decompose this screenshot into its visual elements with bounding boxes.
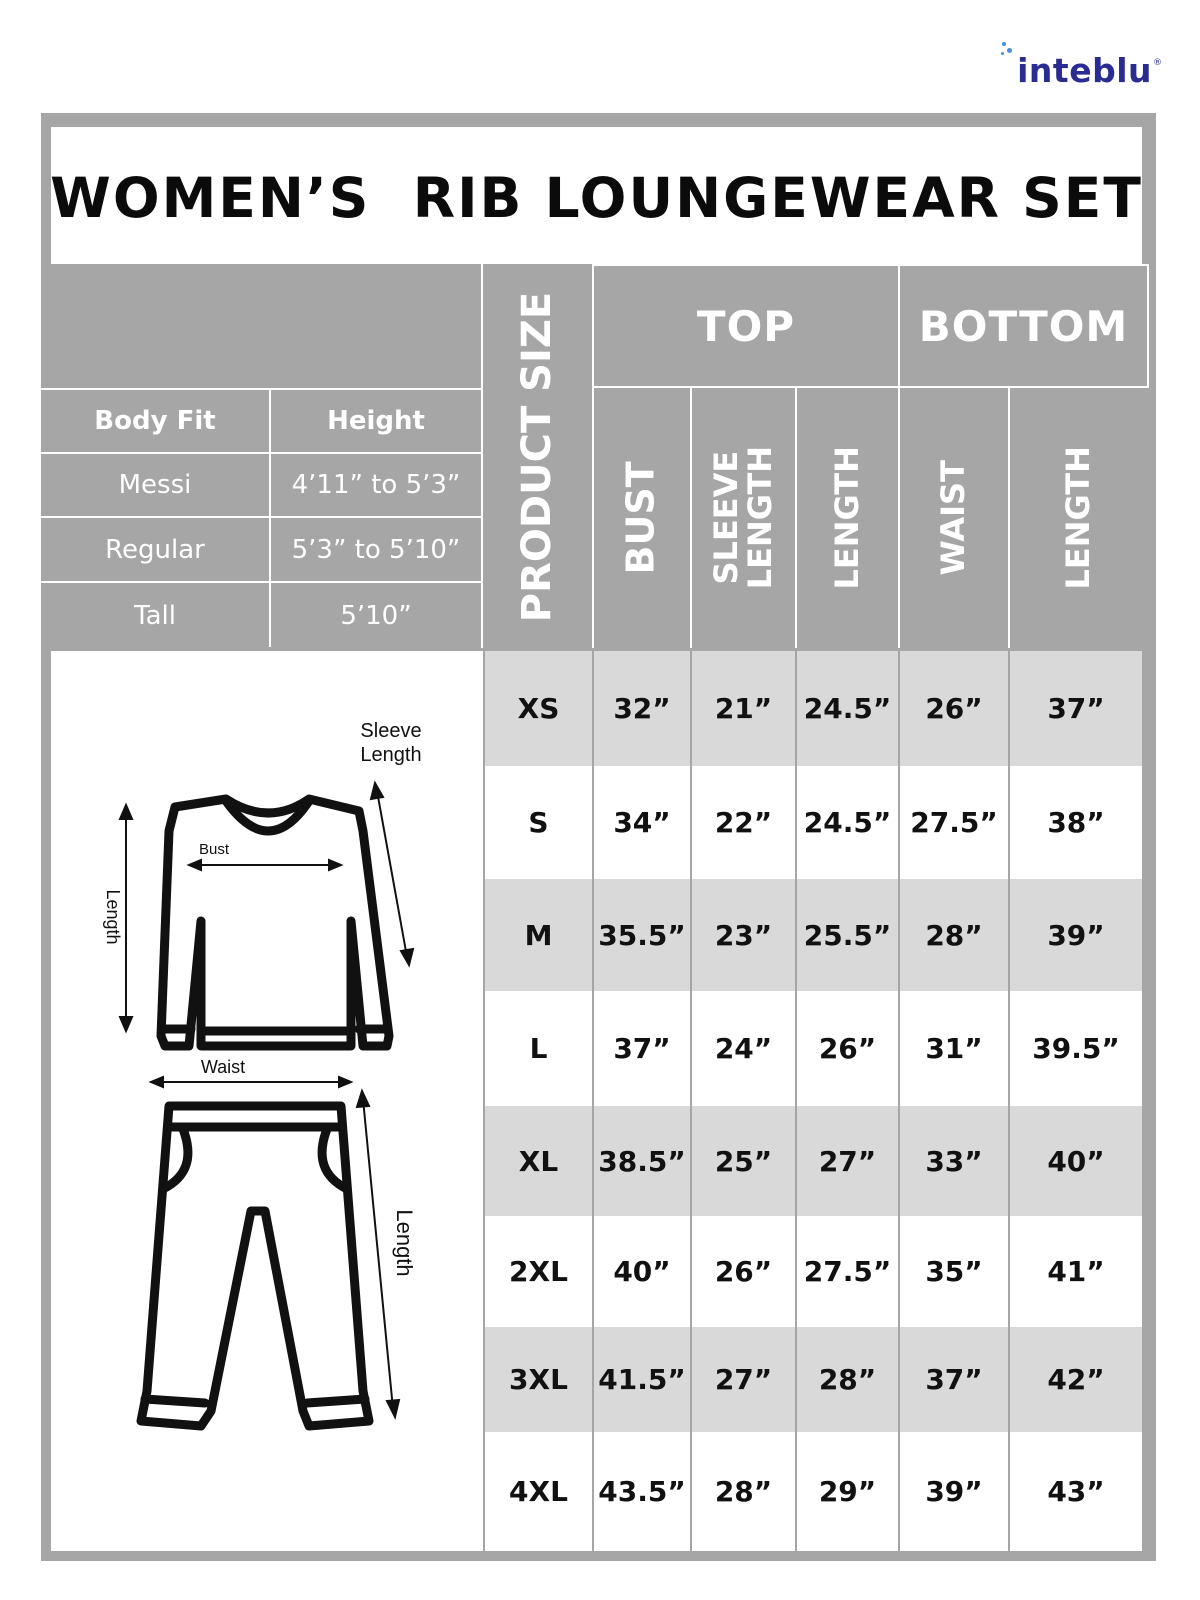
- table-cell: 37”: [925, 1363, 983, 1396]
- brand-logo: [999, 40, 1162, 90]
- height-header: Height: [327, 406, 425, 436]
- table-cell: 38”: [1047, 806, 1105, 839]
- fit-height-tall: 5’10”: [340, 600, 412, 631]
- garment-illustration: [51, 651, 483, 1551]
- brand-name: inteblu: [1017, 51, 1152, 90]
- table-cell: 34”: [613, 806, 671, 839]
- table-cell: 26”: [925, 692, 983, 725]
- table-cell: 25.5”: [803, 918, 892, 952]
- table-cell: 35”: [925, 1255, 983, 1288]
- sleeve-length-arrow: [377, 791, 407, 957]
- body-fit-header: Body Fit: [94, 406, 216, 436]
- table-cell: S: [528, 806, 549, 839]
- table-cell: 4XL: [509, 1475, 568, 1508]
- fit-height-regular: 5’3” to 5’10”: [291, 534, 461, 565]
- table-cell: 27.5”: [910, 806, 998, 839]
- size-grid: [485, 651, 1142, 1551]
- garment-diagram: [51, 651, 483, 1551]
- title-box: [51, 127, 1142, 264]
- waist-column-header: WAIST: [934, 460, 973, 576]
- fit-height-messi: 4’11” to 5’3”: [291, 470, 461, 500]
- table-cell: 38.5”: [598, 1144, 686, 1178]
- table-cell: 41.5”: [598, 1363, 686, 1396]
- table-cell: 27”: [818, 1144, 877, 1178]
- table-cell: 24”: [714, 1032, 773, 1065]
- pants-outline: [141, 1106, 369, 1426]
- table-cell: 43”: [1047, 1475, 1105, 1508]
- table-cell: 22”: [714, 806, 773, 839]
- table-cell: 26”: [714, 1255, 773, 1288]
- bottom-length-column-header: LENGTH: [1058, 446, 1097, 590]
- table-row: [485, 1106, 1142, 1216]
- table-cell: 3XL: [509, 1363, 568, 1396]
- sleeve-label-line1: Sleeve: [360, 720, 422, 742]
- table-cell: 2XL: [509, 1255, 568, 1288]
- table-cell: 21”: [714, 692, 773, 725]
- table-cell: 33”: [925, 1144, 983, 1178]
- table-cell: 24.5”: [803, 806, 892, 839]
- fit-name-regular: Regular: [105, 534, 205, 565]
- left-pant-cuff: [145, 1399, 205, 1403]
- table-row: [485, 879, 1142, 991]
- table-cell: 39”: [1047, 918, 1105, 952]
- table-cell: 24.5”: [803, 692, 892, 725]
- table-cell: 27”: [714, 1363, 773, 1396]
- table-cell: 40”: [613, 1255, 671, 1288]
- table-cell: XS: [517, 692, 560, 725]
- table-row: [485, 1327, 1142, 1432]
- divider: [1147, 264, 1149, 388]
- table-row: [485, 1216, 1142, 1327]
- top-length-column-header: LENGTH: [827, 446, 866, 590]
- sweatshirt-outline: [161, 799, 389, 1046]
- divider: [690, 651, 692, 1551]
- table-cell: 28”: [925, 918, 983, 952]
- table-cell: 28”: [714, 1475, 773, 1508]
- table-cell: XL: [518, 1144, 559, 1178]
- product-size-header: PRODUCT SIZE: [514, 291, 561, 623]
- logo-dots-icon: [999, 40, 1017, 70]
- bottom-length-arrow: [363, 1099, 393, 1409]
- table-cell: 26”: [818, 1032, 877, 1065]
- table-cell: 25”: [714, 1144, 773, 1178]
- table-cell: 29”: [818, 1475, 877, 1508]
- table-row: [485, 766, 1142, 879]
- page-title: WOMEN’S RIB LOUNGEWEAR SET: [50, 165, 1143, 230]
- top-length-label: Length: [103, 889, 123, 945]
- table-cell: 28”: [818, 1363, 877, 1396]
- fit-name-messi: Messi: [118, 470, 192, 500]
- sleeve-label-line2: Length: [360, 744, 422, 766]
- waist-label: Waist: [200, 1057, 246, 1077]
- table-cell: 39”: [925, 1475, 983, 1508]
- table-cell: 37”: [1047, 692, 1105, 725]
- bust-column-header: BUST: [619, 461, 664, 575]
- table-cell: 27.5”: [803, 1255, 892, 1288]
- registered-mark: ®: [1153, 58, 1162, 68]
- table-cell: 41”: [1047, 1255, 1105, 1288]
- bottom-group-header: BOTTOM: [918, 301, 1129, 351]
- table-cell: 40”: [1047, 1144, 1105, 1178]
- divider: [592, 651, 594, 1551]
- table-cell: 37”: [613, 1032, 671, 1065]
- table-cell: 32”: [613, 692, 671, 725]
- right-pant-cuff: [307, 1399, 365, 1403]
- divider: [898, 651, 900, 1551]
- fit-name-tall: Tall: [134, 600, 176, 631]
- table-cell: 35.5”: [598, 918, 686, 952]
- table-cell: 23”: [714, 918, 773, 952]
- top-group-header: TOP: [696, 301, 796, 351]
- table-cell: 42”: [1047, 1363, 1105, 1396]
- divider: [795, 651, 797, 1551]
- bust-label: Bust: [199, 841, 230, 858]
- table-row: [485, 991, 1142, 1106]
- table-cell: 31”: [925, 1032, 983, 1065]
- bottom-length-label: Length: [392, 1209, 417, 1277]
- divider: [1008, 651, 1010, 1551]
- table-row: [485, 1432, 1142, 1551]
- table-cell: M: [524, 918, 553, 952]
- table-row: [485, 651, 1142, 766]
- table-cell: 43.5”: [598, 1475, 686, 1508]
- table-cell: L: [529, 1032, 548, 1065]
- table-cell: 39.5”: [1032, 1032, 1120, 1065]
- divider: [483, 651, 485, 1551]
- sleeve-length-column-header: SLEEVE LENGTH: [706, 446, 779, 590]
